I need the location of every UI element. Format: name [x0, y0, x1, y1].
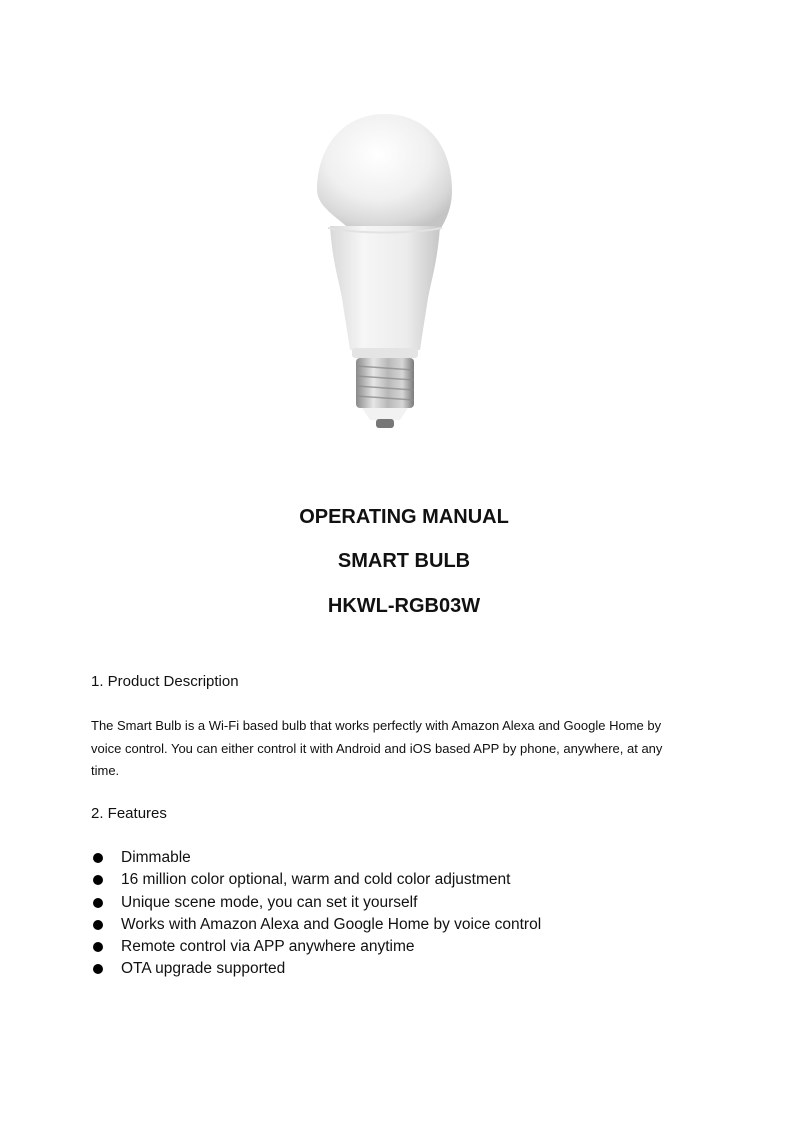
bullet-icon — [93, 875, 103, 885]
feature-text: Remote control via APP anywhere anytime — [121, 938, 415, 956]
feature-text: 16 million color optional, warm and cold color adjustment — [121, 871, 511, 889]
bullet-icon — [93, 920, 103, 930]
list-item — [91, 869, 541, 891]
feature-text: Dimmable — [121, 849, 191, 866]
product-image-smart-bulb — [300, 108, 470, 436]
product-description-paragraph: The Smart Bulb is a Wi-Fi based bulb that works perfectly with Amazon Alexa and Google Home by voice control. You can either control it with Android and iOS based APP by phone, anywhere, at any time. — [91, 718, 663, 778]
list-item — [91, 892, 541, 914]
manual-title: OPERATING MANUAL — [299, 506, 509, 528]
bullet-icon — [93, 853, 103, 863]
light-bulb-icon — [300, 108, 470, 436]
list-item — [91, 958, 541, 980]
section-heading-features: 2. Features — [91, 805, 167, 822]
bullet-icon — [93, 942, 103, 952]
feature-text: Works with Amazon Alexa and Google Home by voice control — [121, 915, 542, 933]
section-heading-product-description: 1. Product Description — [91, 673, 239, 690]
bullet-icon — [93, 898, 103, 908]
feature-text: Unique scene mode, you can set it yourself — [121, 893, 418, 911]
product-name: SMART BULB — [337, 550, 471, 572]
model-number: HKWL-RGB03W — [327, 595, 481, 617]
list-item — [91, 914, 541, 936]
features-list — [91, 847, 541, 981]
list-item — [91, 936, 541, 958]
feature-text: OTA upgrade supported — [121, 960, 286, 978]
bullet-icon — [93, 964, 103, 974]
list-item — [91, 847, 541, 869]
